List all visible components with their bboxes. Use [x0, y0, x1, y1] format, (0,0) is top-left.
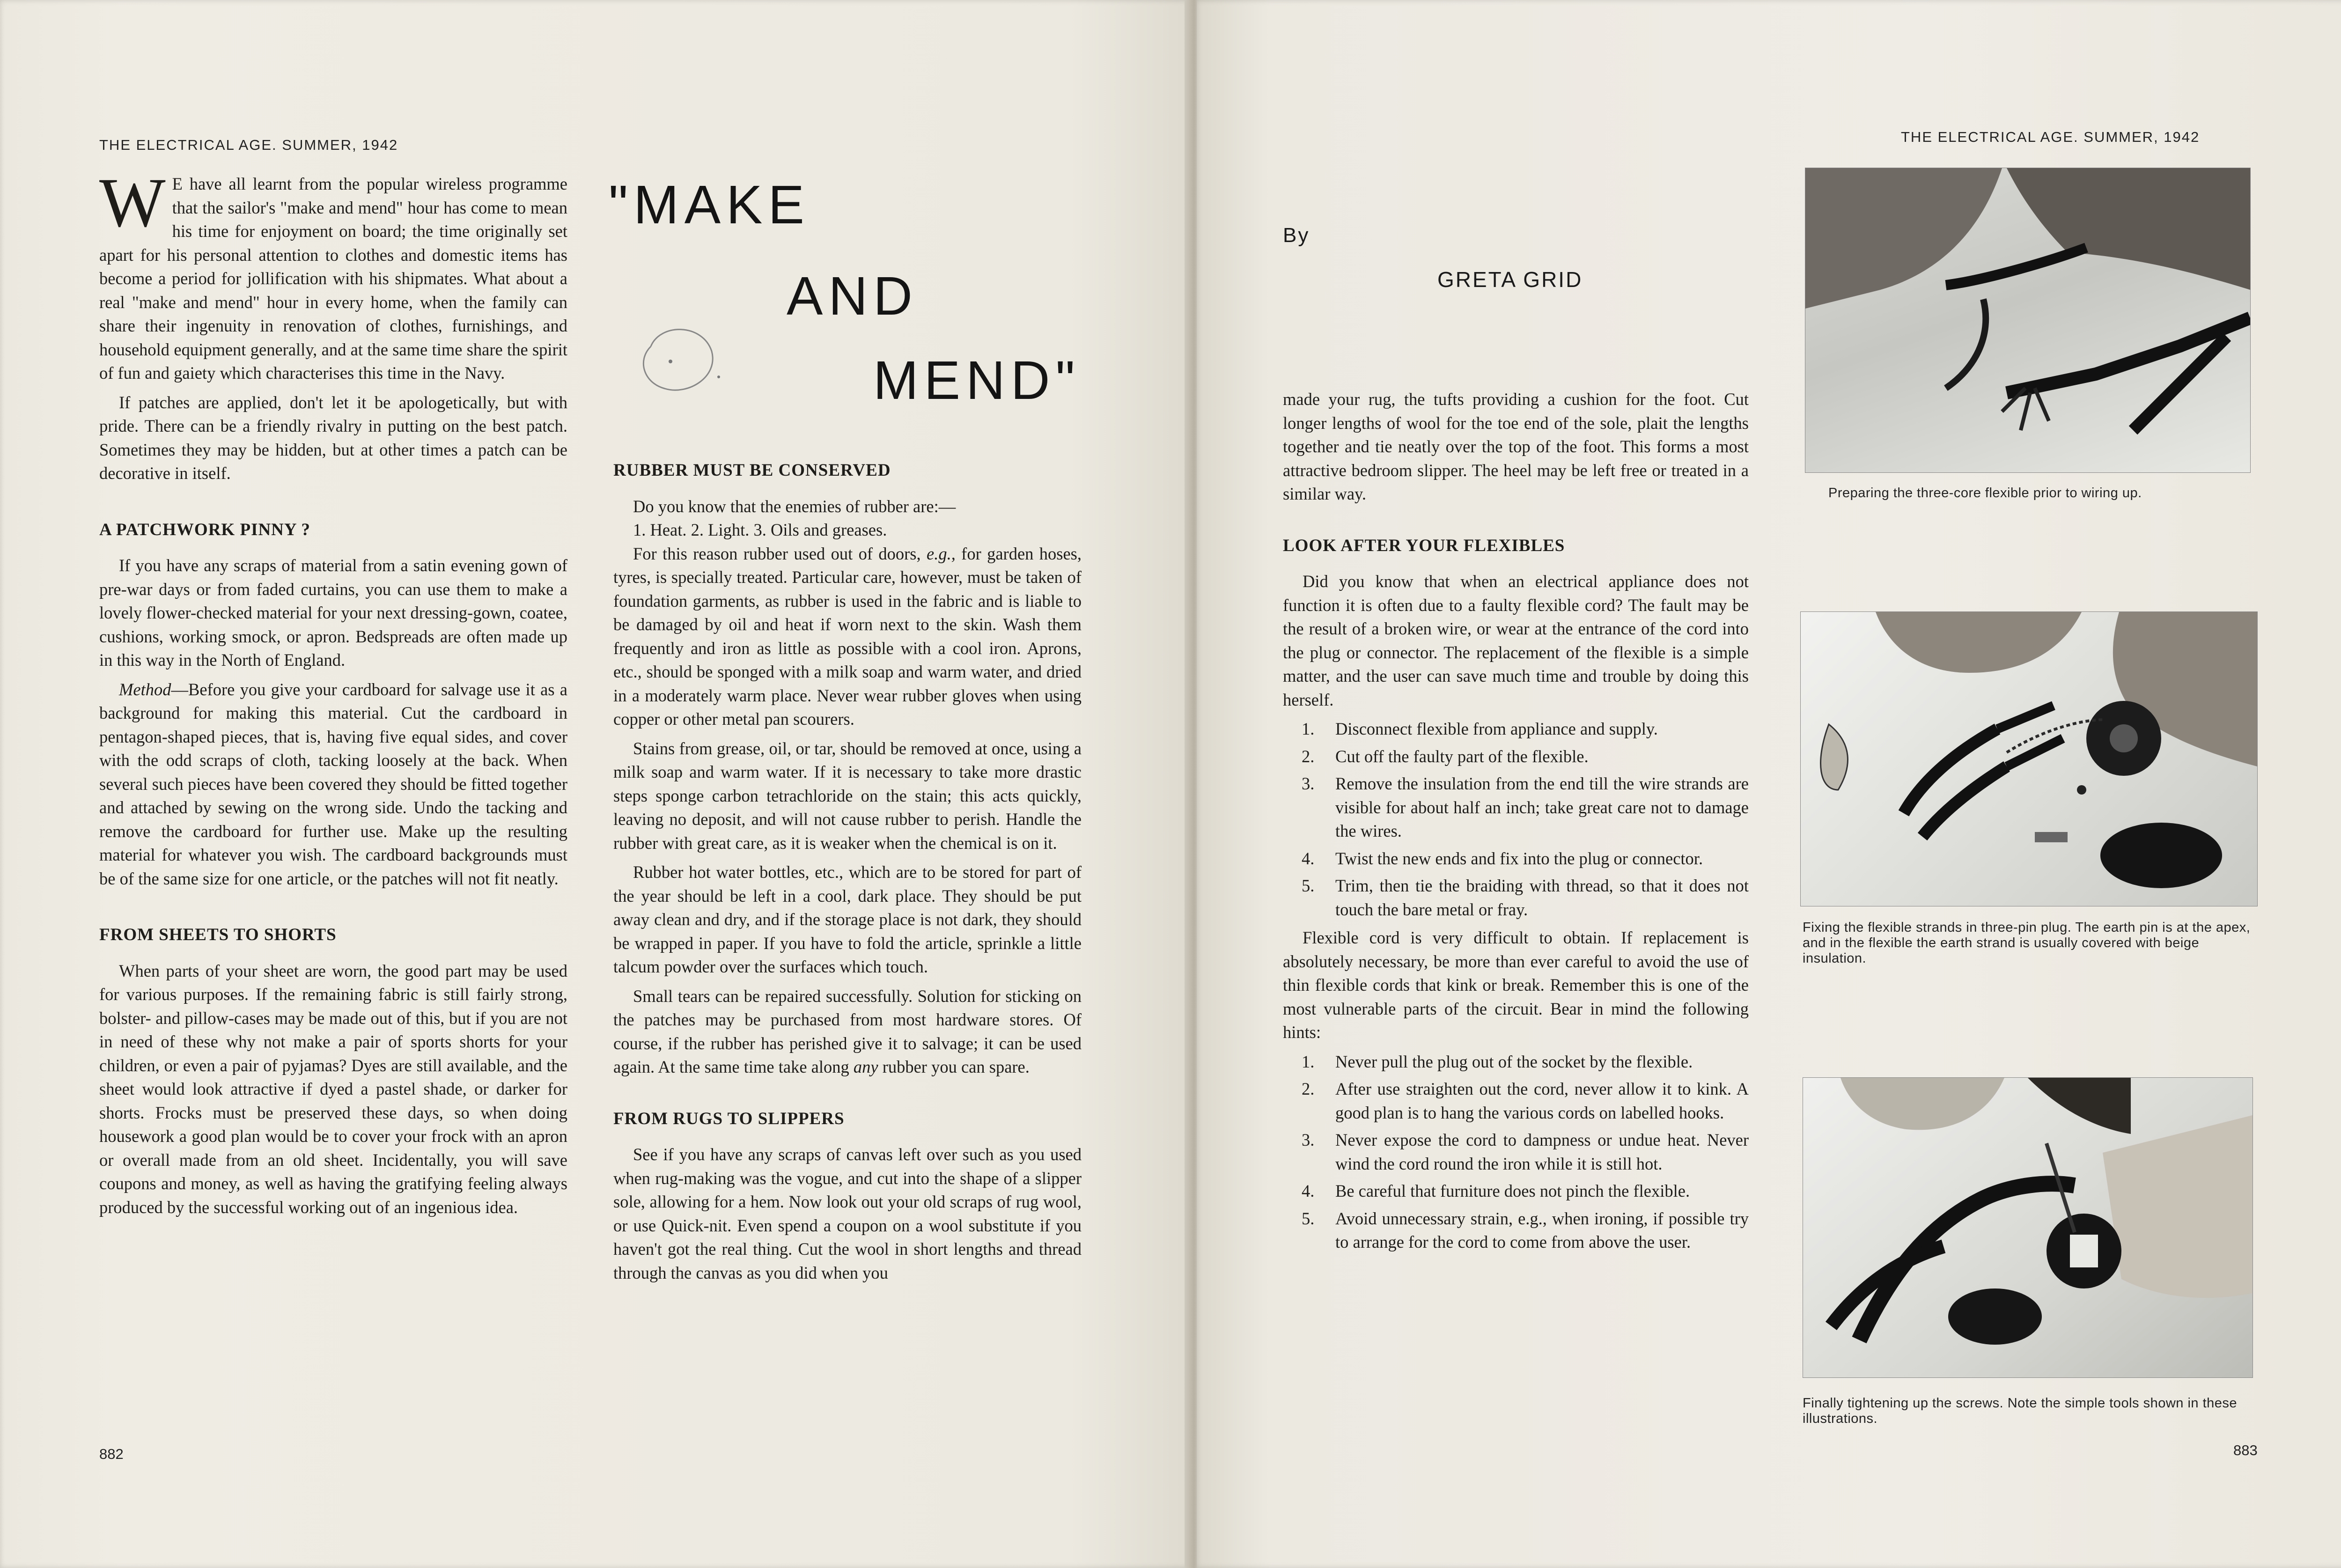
title-mend: MEND": [873, 350, 1081, 411]
running-head-left: THE ELECTRICAL AGE. SUMMER, 1942: [99, 137, 398, 153]
photo-preparing-flexible: [1805, 168, 2251, 473]
byline-author: GRETA GRID: [1437, 267, 1583, 292]
list-item: 3. Remove the insulation from the end till the wire strands are visible for about half an inch; take great care not to damage the wires.: [1302, 774, 1749, 840]
intro-paragraph: W E have all learnt from the popular wireless programme that the sailor's "make and mend" hour has come to mean his time for enjoyment on board; the time originally set apart for his personal attention to clothes and domestic items has become a period for jollification with his shipmates. What about a real "make and mend" hour in every home, when the family can share their ingenuity in renovation of clothes, furnishings, and household equipment generally, and at the same time share the spirit of fun and gaiety which characterises this time in the Navy.: [99, 164, 567, 383]
screwdriver-plug-illustration-icon: [1803, 1078, 2253, 1377]
caption-3: Finally tightening up the screws. Note the simple tools shown in these illustrations.: [1803, 1396, 2238, 1426]
list-item: 5. Trim, then tie the braiding with thread, so that it does not touch the bare metal or fray.: [1302, 876, 1749, 919]
page-number-left: 882: [99, 1446, 124, 1462]
paragraph: When parts of your sheet are worn, the good part may be used for various purposes. If the remaining fabric is still fairly strong, bolster- and pillow-cases may be made out of this, but if you are not in need of these why not make a pair of sports shorts for your children, or even a pair of pyjamas? Dyes are still available, and the sheet would look attractive if dyed a pastel shade, or darker for shorts. Frocks must be preserved these days, so when doing housework a good plan would be to cover your frock with an apron or overall made from an old sheet. Incidentally, you will save coupons and money, as well as having the gratifying feeling always produced by the successful working out of an ingenious idea.: [99, 961, 567, 1217]
column-1: [99, 164, 567, 1225]
paragraph: Do you know that the enemies of rubber are:—: [633, 496, 956, 516]
hints-list: [1283, 1050, 1749, 1254]
byline-by: By: [1283, 224, 1310, 247]
paragraph: made your rug, the tufts providing a cushion for the foot. Cut longer lengths of wool for the toe end of the sole, plait the lengths together and tie neatly over the top of the foot. This forms a most attractive bedroom slipper. The heel may be left free or treated in a similar way.: [1283, 390, 1749, 503]
steps-list: [1283, 717, 1749, 921]
paragraph: Stains from grease, oil, or tar, should be removed at once, using a milk soap and warm water. If it is necessary to take more drastic steps sponge carbon tetrachloride on the stain; this acts quickly, leaving no deposit, and will not cause rubber to perish. Handle the rubber with great care, as it is weaker when the chemical is on it.: [613, 738, 1082, 853]
list-item: 4. Twist the new ends and fix into the plug or connector.: [1302, 848, 1703, 868]
paragraph: If patches are applied, don't let it be apologetically, but with pride. There can be a friendly rivalry in putting on the best patch. Sometimes they may be hidden, but at other times a patch can be decorative in itself.: [99, 392, 567, 483]
heading-rubber: RUBBER MUST BE CONSERVED: [613, 461, 891, 480]
caption-2: Fixing the flexible strands in three-pin plug. The earth pin is at the apex, and in the flexible the earth strand is usually covered with beige insulation.: [1803, 920, 2251, 966]
list-item: 5. Avoid unnecessary strain, e.g., when ironing, if possible try to arrange for the cord to come from above the user.: [1302, 1208, 1749, 1251]
paragraph: For this reason rubber used out of doors, e.g., for garden hoses, tyres, is specially treated. Particular care, however, must be taken of foundation garments, as rubber is used in the fabric and is liable to be damaged by oil and heat if worn next to the skin. Wash them frequently and iron as little as possible with a cool iron. Aprons, etc., should be sponged with a milk soap and warm water, and dried in a moderately warm place. Never wear rubber gloves when using copper or other metal pan scourers.: [613, 544, 1082, 729]
paragraph: Method—Before you give your cardboard for salvage use it as a background for making this material. Cut the cardboard in pentagon-shaped pieces, that is, having five equal sides, and cover with the odd scraps of cloth, tacking loosely at the back. When several such pieces have been covered they should be fitted together and attached by sewing on the wrong side. Undo the tacking and remove the cardboard for further use. Make up the resulting material for whatever you wish. The cardboard backgrounds must be of the same size for one article, or the patches will not fit neatly.: [99, 679, 567, 888]
title-and: AND: [787, 265, 918, 326]
list-item: 1. Disconnect flexible from appliance and supply.: [1302, 719, 1658, 738]
list-item: 2. After use straighten out the cord, never allow it to kink. A good plan is to hang the various cords on labelled hooks.: [1302, 1079, 1749, 1122]
list-item: 3. Never expose the cord to dampness or undue heat. Never wind the cord round the iron while it is still hot.: [1302, 1130, 1749, 1173]
plug-pliers-illustration-icon: [1801, 612, 2257, 906]
paragraph: Did you know that when an electrical appliance does not function it is often due to a faulty flexible cord? The fault may be the result of a broken wire, or wear at the entrance of the cord into the plug or connector. The replacement of the flexible is a simple matter, and the user can save much time and trouble by doing this herself.: [1283, 572, 1749, 709]
list-item: 1. Never pull the plug out of the socket by the flexible.: [1302, 1052, 1693, 1071]
paragraph: Rubber hot water bottles, etc., which are to be stored for part of the year should be left in a cool, dark place. They should be put away clean and dry, and if the storage place is not dark, they should be wrapped in paper. If you have to fold the article, sprinkle a little talcum powder over the surfaces which touch.: [613, 862, 1082, 976]
title-make: "MAKE: [609, 174, 810, 235]
caption-1: Preparing the three-core flexible prior to wiring up.: [1828, 486, 2142, 501]
page-number-right: 883: [2233, 1442, 2258, 1458]
heading-sheets-to-shorts: FROM SHEETS TO SHORTS: [99, 925, 337, 944]
list-item: 4. Be careful that furniture does not pinch the flexible.: [1302, 1181, 1690, 1200]
drop-cap: W: [99, 164, 166, 242]
photo-tightening-screws: [1803, 1077, 2253, 1378]
list-item: 2. Cut off the faulty part of the flexible.: [1302, 746, 1589, 766]
paragraph: If you have any scraps of material from a satin evening gown of pre-war days or from faded curtains, you can use them to make a lovely flower-checked material for your next dressing-gown, coatee, cushions, working smock, or apron. Bedspreads are often made up in this way in the North of England.: [99, 556, 567, 670]
pencil-doodle-icon: [632, 318, 726, 398]
column-3: [1283, 388, 1749, 1259]
running-head-right: THE ELECTRICAL AGE. SUMMER, 1942: [1901, 129, 2200, 145]
photo-fixing-strands: [1800, 611, 2258, 906]
heading-flexibles: LOOK AFTER YOUR FLEXIBLES: [1283, 536, 1565, 555]
hands-wire-illustration-icon: [1805, 168, 2250, 472]
paragraph: 1. Heat. 2. Light. 3. Oils and greases.: [633, 520, 887, 539]
heading-patchwork-pinny: A PATCHWORK PINNY ?: [99, 520, 311, 539]
heading-rugs-to-slippers: FROM RUGS TO SLIPPERS: [613, 1109, 845, 1128]
column-2: [613, 459, 1082, 1290]
paragraph: See if you have any scraps of canvas left over such as you used when rug-making was the vogue, and cut into the shape of a slipper sole, allowing for a hem. Now look out your old scraps of rug wool, or use Quick-nit. Even spend a coupon on a wool substitute if you haven't got the real thing. Cut the wool in short lengths and thread through the canvas as you did when you: [613, 1145, 1082, 1282]
paragraph: Flexible cord is very difficult to obtain. If replacement is absolutely necessary, be more than ever careful to avoid the use of thin flexible cords that kink or break. Remember this is one of the most vulnerable parts of the circuit. Bear in mind the following hints:: [1283, 928, 1749, 1042]
paragraph: Small tears can be repaired successfully. Solution for sticking on the patches may be purchased from most hardware stores. Of course, if the rubber has perished give it to salvage; it can be used again. At the same time take along any rubber you can spare.: [613, 986, 1082, 1076]
